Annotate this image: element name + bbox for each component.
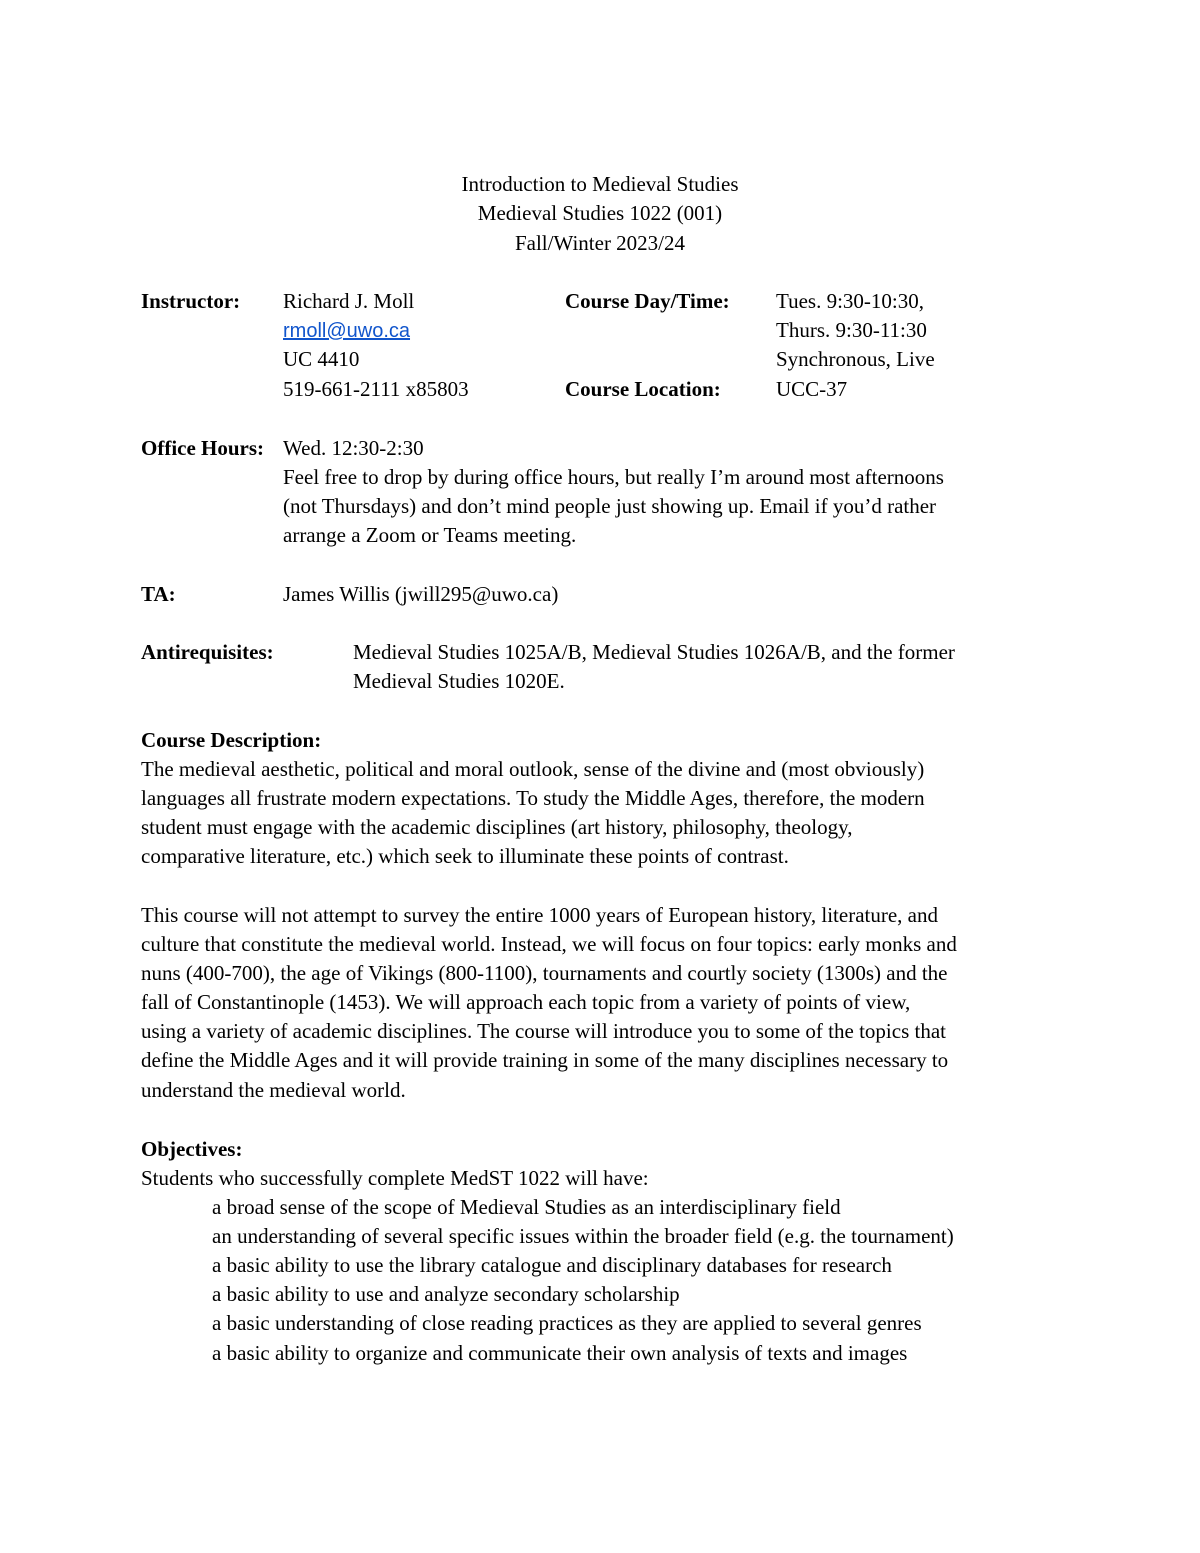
office-hours-note-line: (not Thursdays) and don’t mind people just showing up. Email if you’d rather [283, 494, 937, 518]
description-line: nuns (400-700), the age of Vikings (800-1100), tournaments and courtly society (1300s) and the [141, 961, 948, 985]
antirequisites-line: Medieval Studies 1025A/B, Medieval Studies 1026A/B, and the former [353, 640, 955, 664]
course-day-time-1: Tues. 9:30-10:30, [776, 289, 924, 313]
course-mode: Synchronous, Live [776, 347, 935, 371]
course-code: Medieval Studies 1022 (001) [477, 201, 723, 225]
description-line: using a variety of academic disciplines. The course will introduce you to some of the topics that [141, 1019, 946, 1043]
term: Fall/Winter 2023/24 [514, 231, 686, 255]
description-line: define the Middle Ages and it will provide training in some of the many disciplines necessary to [141, 1048, 949, 1072]
objective-item: a basic ability to use the library catalogue and disciplinary databases for research [212, 1253, 892, 1277]
course-day-time-2: Thurs. 9:30-11:30 [776, 318, 927, 342]
course-location: UCC-37 [776, 377, 848, 401]
office-hours-label: Office Hours: [141, 436, 265, 460]
ta-value: James Willis (jwill295@uwo.ca) [283, 582, 559, 606]
course-description-heading: Course Description: [141, 728, 322, 752]
course-location-label: Course Location: [565, 377, 721, 401]
description-line: culture that constitute the medieval world. Instead, we will focus on four topics: early monks and [141, 932, 957, 956]
document-title: Introduction to Medieval Studies [461, 172, 739, 196]
office-hours-note-line: arrange a Zoom or Teams meeting. [283, 523, 577, 547]
objectives-heading: Objectives: [141, 1137, 243, 1161]
objective-item: a broad sense of the scope of Medieval Studies as an interdisciplinary field [212, 1195, 841, 1219]
instructor-phone: 519-661-2111 x85803 [283, 377, 469, 401]
objective-item: a basic ability to use and analyze secondary scholarship [212, 1282, 680, 1306]
antirequisites-line: Medieval Studies 1020E. [353, 669, 565, 693]
description-line: student must engage with the academic disciplines (art history, philosophy, theology, [141, 815, 853, 839]
description-line: The medieval aesthetic, political and moral outlook, sense of the divine and (most obviously) [141, 757, 925, 781]
instructor-name: Richard J. Moll [283, 289, 415, 313]
instructor-label: Instructor: [141, 289, 241, 313]
instructor-office: UC 4410 [283, 347, 360, 371]
office-hours-note-line: Feel free to drop by during office hours, but really I’m around most afternoons [283, 465, 944, 489]
description-line: fall of Constantinople (1453). We will approach each topic from a variety of points of view, [141, 990, 911, 1014]
objective-item: a basic ability to organize and communicate their own analysis of texts and images [212, 1341, 908, 1365]
description-line: comparative literature, etc.) which seek to illuminate these points of contrast. [141, 844, 789, 868]
objective-item: a basic understanding of close reading practices as they are applied to several genres [212, 1311, 922, 1335]
description-line: understand the medieval world. [141, 1078, 406, 1102]
instructor-email-link[interactable]: rmoll@uwo.ca [283, 320, 411, 342]
objectives-intro: Students who successfully complete MedST 1022 will have: [141, 1166, 649, 1190]
office-hours-time: Wed. 12:30-2:30 [283, 436, 424, 460]
description-line: This course will not attempt to survey the entire 1000 years of European history, literature, and [141, 903, 938, 927]
objective-item: an understanding of several specific issues within the broader field (e.g. the tournament) [212, 1224, 954, 1248]
ta-label: TA: [141, 582, 176, 606]
course-day-time-label: Course Day/Time: [565, 289, 730, 313]
description-line: languages all frustrate modern expectations. To study the Middle Ages, therefore, the modern [141, 786, 925, 810]
antirequisites-label: Antirequisites: [141, 640, 274, 664]
